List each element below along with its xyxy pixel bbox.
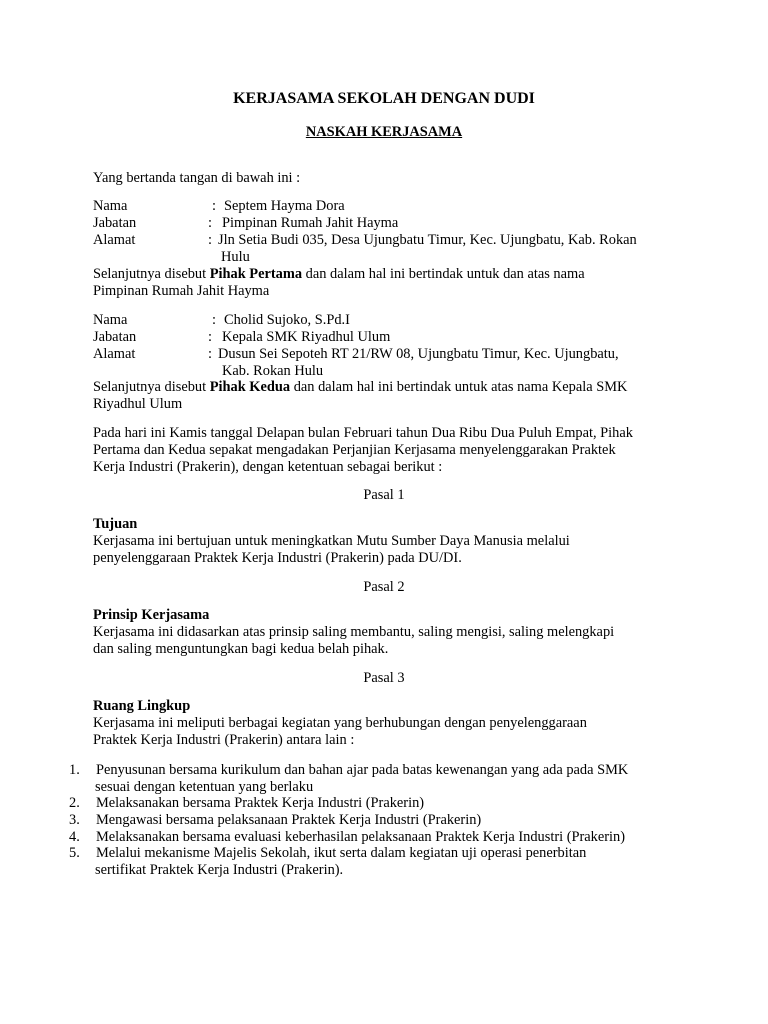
party1-alamat-value-line2: Hulu: [221, 249, 250, 265]
list-item-number: 2.: [69, 795, 80, 811]
list-item-number: 1.: [69, 762, 80, 778]
list-item-number: 3.: [69, 812, 80, 828]
party2-desc-after: dan dalam hal ini bertindak untuk atas nama Kepala SMK: [290, 379, 628, 395]
pasal3-heading: Pasal 3: [363, 670, 405, 686]
agreement-line2: Pertama dan Kedua sepakat mengadakan Perjanjian Kerjasama menyelenggarakan Praktek: [93, 442, 616, 458]
page-title: KERJASAMA SEKOLAH DENGAN DUDI: [233, 90, 535, 107]
pasal3-line2: Praktek Kerja Industri (Prakerin) antara lain :: [93, 732, 355, 748]
party1-nama-value: Septem Hayma Dora: [224, 198, 345, 214]
party2-alamat-value-line1: Dusun Sei Sepoteh RT 21/RW 08, Ujungbatu Timur, Kec. Ujungbatu,: [218, 346, 619, 362]
party2-role-bold: Pihak Kedua: [209, 379, 291, 395]
party1-alamat-colon: :: [208, 232, 212, 248]
pasal1-line2: penyelenggaraan Praktek Kerja Industri (Prakerin) pada DU/DI.: [93, 550, 462, 566]
party1-alamat-value-line1: Jln Setia Budi 035, Desa Ujungbatu Timur, Kec. Ujungbatu, Kab. Rokan: [218, 232, 637, 248]
agreement-line3: Kerja Industri (Prakerin), dengan ketentuan sebagai berikut :: [93, 459, 443, 475]
agreement-line1: Pada hari ini Kamis tanggal Delapan bulan Februari tahun Dua Ribu Dua Puluh Empat, Pihak: [93, 425, 633, 441]
pasal3-title: Ruang Lingkup: [93, 698, 191, 714]
party1-description: [93, 266, 585, 283]
party2-desc-before: Selanjutnya disebut: [93, 379, 210, 395]
list-item-continuation: sertifikat Praktek Kerja Industri (Prakerin).: [95, 862, 344, 878]
party1-description-line2: Pimpinan Rumah Jahit Hayma: [93, 283, 270, 299]
pasal2-line1: Kerjasama ini didasarkan atas prinsip saling membantu, saling mengisi, saling melengkapi: [93, 624, 615, 640]
party1-jabatan-label: Jabatan: [93, 215, 137, 231]
party2-nama-value: Cholid Sujoko, S.Pd.I: [224, 312, 350, 328]
pasal1-title: Tujuan: [93, 516, 138, 532]
party1-nama-colon: :: [212, 198, 216, 214]
list-item-number: 4.: [69, 829, 80, 845]
document-subtitle: NASKAH KERJASAMA: [305, 124, 463, 140]
list-item-continuation: sesuai dengan ketentuan yang berlaku: [95, 779, 314, 795]
party2-nama-colon: :: [212, 312, 216, 328]
pasal2-heading: Pasal 2: [363, 579, 405, 595]
party1-jabatan-colon: :: [208, 215, 212, 231]
pasal2-line2: dan saling menguntungkan bagi kedua belah pihak.: [93, 641, 389, 657]
party2-jabatan-colon: :: [208, 329, 212, 345]
pasal1-heading: Pasal 1: [363, 487, 405, 503]
party2-alamat-colon: :: [208, 346, 212, 362]
list-item: Penyusunan bersama kurikulum dan bahan ajar pada batas kewenangan yang ada pada SMK: [96, 762, 629, 778]
party2-alamat-value-line2: Kab. Rokan Hulu: [222, 363, 324, 379]
party2-description-line2: Riyadhul Ulum: [93, 396, 183, 412]
party2-nama-label: Nama: [93, 312, 128, 328]
party1-alamat-label: Alamat: [93, 232, 136, 248]
pasal1-line1: Kerjasama ini bertujuan untuk meningkatkan Mutu Sumber Daya Manusia melalui: [93, 533, 570, 549]
party1-jabatan-value: Pimpinan Rumah Jahit Hayma: [222, 215, 399, 231]
list-item: Melaksanakan bersama Praktek Kerja Industri (Prakerin): [96, 795, 425, 811]
pasal3-line1: Kerjasama ini meliputi berbagai kegiatan yang berhubungan dengan penyelenggaraan: [93, 715, 587, 731]
party2-alamat-label: Alamat: [93, 346, 136, 362]
party1-desc-before: Selanjutnya disebut: [93, 266, 210, 282]
party2-description: [93, 379, 627, 396]
list-item-number: 5.: [69, 845, 80, 861]
party1-nama-label: Nama: [93, 198, 128, 214]
party2-jabatan-label: Jabatan: [93, 329, 137, 345]
pasal2-title: Prinsip Kerjasama: [93, 607, 210, 623]
party2-jabatan-value: Kepala SMK Riyadhul Ulum: [222, 329, 391, 345]
list-item: Melalui mekanisme Majelis Sekolah, ikut serta dalam kegiatan uji operasi penerbitan: [96, 845, 587, 861]
party1-desc-after: dan dalam hal ini bertindak untuk dan atas nama: [302, 266, 585, 282]
intro-text: Yang bertanda tangan di bawah ini :: [93, 170, 301, 186]
list-item: Melaksanakan bersama evaluasi keberhasilan pelaksanaan Praktek Kerja Industri (Prakerin): [96, 829, 626, 845]
list-item: Mengawasi bersama pelaksanaan Praktek Kerja Industri (Prakerin): [96, 812, 482, 828]
party1-role-bold: Pihak Pertama: [209, 266, 303, 282]
